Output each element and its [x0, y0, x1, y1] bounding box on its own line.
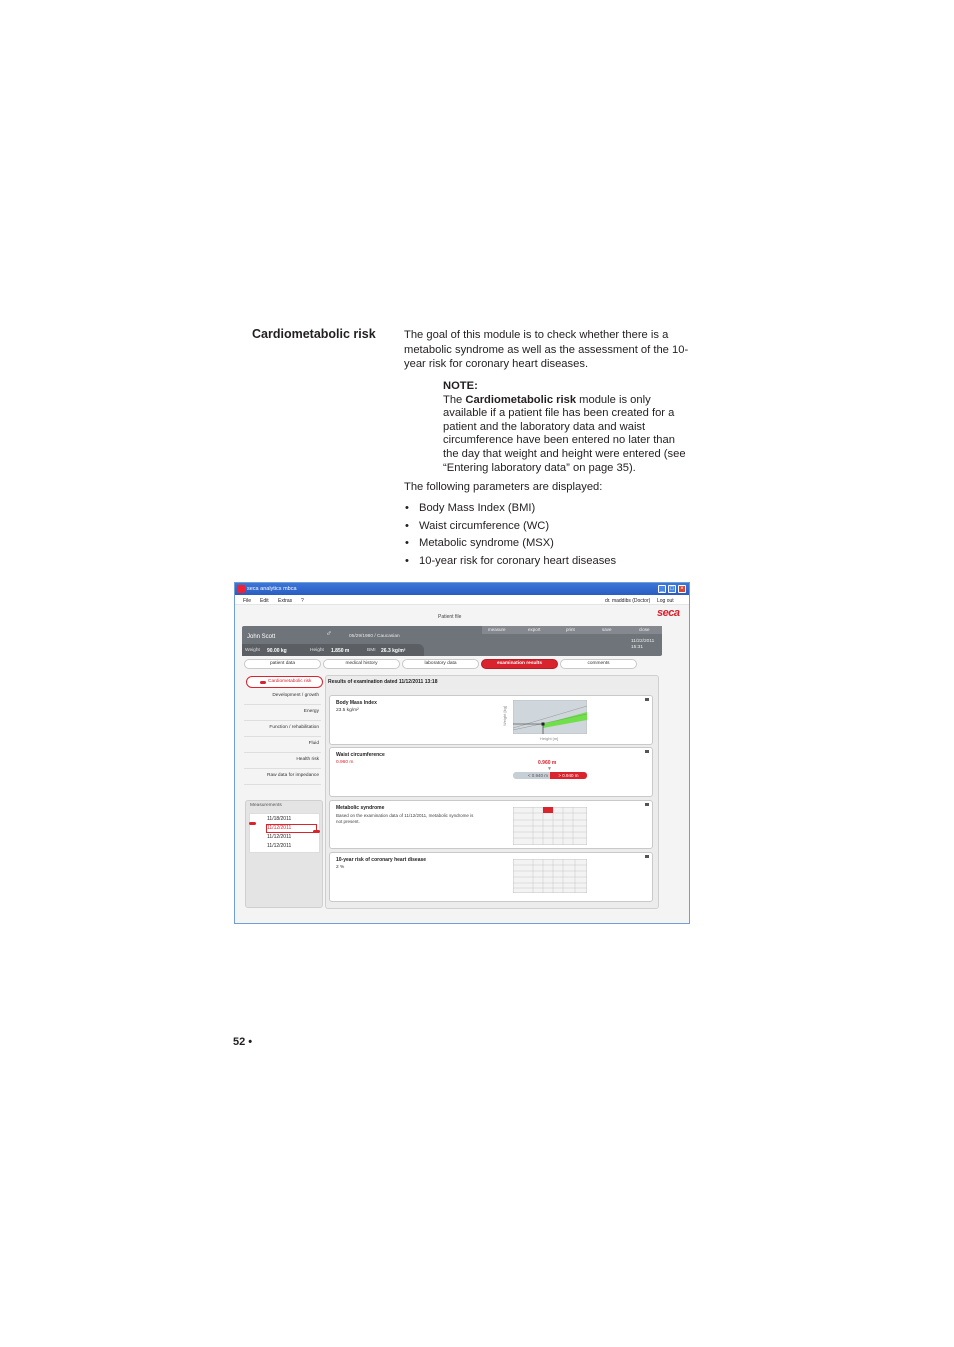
pointer-icon: ▼	[547, 766, 552, 772]
chd-card[interactable]	[329, 852, 653, 902]
list-item: • Body Mass Index (BMI)	[404, 501, 616, 519]
weight-value: 90.00 kg	[267, 648, 287, 654]
bmi-x-axis-label: Height [m]	[540, 736, 559, 741]
print-button[interactable]: print	[566, 627, 575, 632]
window-titlebar	[235, 583, 689, 595]
bmi-result: 23.5 kg/m²	[336, 708, 359, 713]
header-datetime: 11/22/2011 15:31	[631, 639, 655, 650]
measurements-title: Measurements	[250, 803, 282, 808]
intro-paragraph: The goal of this module is to check whether there is a metabolic syndrome as well as the assessment of the 10-year risk for coronary heart diseases.	[404, 329, 689, 371]
measurement-item[interactable]: 11/12/2011	[267, 834, 292, 840]
page-title: Patient file	[438, 614, 462, 620]
patient-dob: 05/29/1980 / Caucasian	[349, 634, 400, 639]
menu-file[interactable]: File	[243, 598, 252, 604]
bmi-chart	[513, 700, 587, 734]
nav-fluid[interactable]: Fluid	[244, 737, 321, 753]
msx-card[interactable]	[329, 800, 653, 849]
expand-icon[interactable]	[645, 803, 649, 806]
bmi-card[interactable]	[329, 695, 653, 745]
results-title: Results of examination dated 11/12/2011 13:18	[328, 679, 438, 685]
waist-card[interactable]	[329, 747, 653, 797]
following-text: The following parameters are displayed:	[404, 481, 603, 493]
expand-icon[interactable]	[645, 698, 649, 701]
save-button[interactable]: save	[602, 627, 612, 632]
tab-comments[interactable]: comments	[560, 659, 637, 669]
close-button[interactable]: close	[639, 627, 650, 632]
menubar	[235, 595, 689, 605]
bmi-title: Body Mass Index	[336, 700, 377, 706]
nav-cardiometabolic-risk[interactable]: Cardiometabolic risk	[246, 676, 323, 688]
bmi-value: 26.3 kg/m²	[381, 648, 406, 654]
menu-extras[interactable]: Extras	[278, 598, 293, 604]
patient-name: John Scott	[247, 634, 276, 640]
expand-icon[interactable]	[645, 855, 649, 858]
note-text: The Cardiometabolic risk module is only available if a patient file has been created for a patient and the laboratory data and waist circumference have been entered no later than the day that weight and height were entered (see “Entering laboratory data” on page 35).	[443, 393, 686, 474]
chd-table	[513, 859, 587, 893]
close-icon[interactable]: ×	[678, 585, 686, 593]
measure-button[interactable]: measure	[488, 627, 506, 632]
measurement-item[interactable]: 11/12/2011	[267, 843, 292, 849]
msx-table	[513, 807, 587, 845]
section-heading: Cardiometabolic risk	[252, 327, 376, 341]
export-button[interactable]: export	[528, 627, 541, 632]
seca-logo: seca	[657, 607, 680, 619]
msx-title: Metabolic syndrome	[336, 805, 385, 811]
weight-label: Weight	[245, 648, 260, 653]
note-title: NOTE:	[443, 380, 478, 392]
app-icon	[237, 585, 245, 593]
nav-health-risk[interactable]: Health risk	[244, 753, 321, 769]
page-number: 52 •	[233, 1036, 253, 1048]
app-screenshot	[234, 582, 690, 924]
measurement-item[interactable]: 11/12/2011	[267, 825, 292, 831]
expand-icon[interactable]	[645, 750, 649, 753]
nav-energy[interactable]: Energy	[244, 705, 321, 721]
note-box	[443, 380, 693, 475]
waist-result: 0.960 m	[336, 760, 354, 765]
waist-target: 0.960 m	[538, 760, 557, 766]
nav-raw-data-impedance[interactable]: Raw data for impedance	[244, 769, 321, 785]
height-value: 1.850 m	[331, 648, 350, 654]
tab-examination-results[interactable]: examination results	[481, 659, 558, 669]
note-module-name: Cardiometabolic risk	[465, 393, 577, 406]
menu-help[interactable]: ?	[301, 598, 304, 604]
minimize-icon[interactable]: _	[658, 585, 666, 593]
measurements-panel	[245, 800, 323, 908]
tab-medical-history[interactable]: medical history	[323, 659, 400, 669]
logout-link[interactable]: Log out	[657, 598, 674, 604]
list-item: • Waist circumference (WC)	[404, 519, 616, 537]
user-label: dr. maddibs (Doctor)	[605, 598, 651, 604]
list-item: • 10-year risk for coronary heart diseases	[404, 554, 616, 572]
height-label: Height	[310, 648, 324, 653]
tab-laboratory-data[interactable]: laboratory data	[402, 659, 479, 669]
tab-patient-data[interactable]: patient data	[244, 659, 321, 669]
action-bar	[482, 626, 662, 634]
waist-upper-range: > 0.940 m	[550, 772, 587, 779]
bmi-y-axis-label: Weight [kg]	[502, 706, 507, 726]
parameter-list	[404, 501, 616, 571]
bmi-label: BMI	[367, 648, 376, 653]
msx-text: Based on the examination data of 11/12/2011, metabolic syndrome is not present.	[336, 813, 474, 824]
list-item: • Metabolic syndrome (MSX)	[404, 536, 616, 554]
measurements-list	[249, 813, 320, 853]
maximize-icon[interactable]: □	[668, 585, 676, 593]
comparison-marker-icon[interactable]	[313, 830, 320, 833]
active-indicator-icon	[260, 681, 266, 684]
male-icon: ♂	[326, 629, 332, 638]
chd-result: 2 %	[336, 865, 345, 870]
waist-lower-range: < 0.940 m	[513, 772, 550, 779]
menu-edit[interactable]: Edit	[260, 598, 269, 604]
nav-function-rehabilitation[interactable]: Function / rehabilitation	[244, 721, 321, 737]
nav-development-growth[interactable]: Development / growth	[244, 689, 321, 705]
measurement-item[interactable]: 11/18/2011	[267, 816, 292, 822]
chd-title: 10-year risk of coronary heart disease	[336, 857, 427, 863]
window-title: seca analytics mbca	[247, 586, 297, 592]
waist-title: Waist circumference	[336, 752, 385, 758]
comparison-marker-icon[interactable]	[249, 822, 256, 825]
